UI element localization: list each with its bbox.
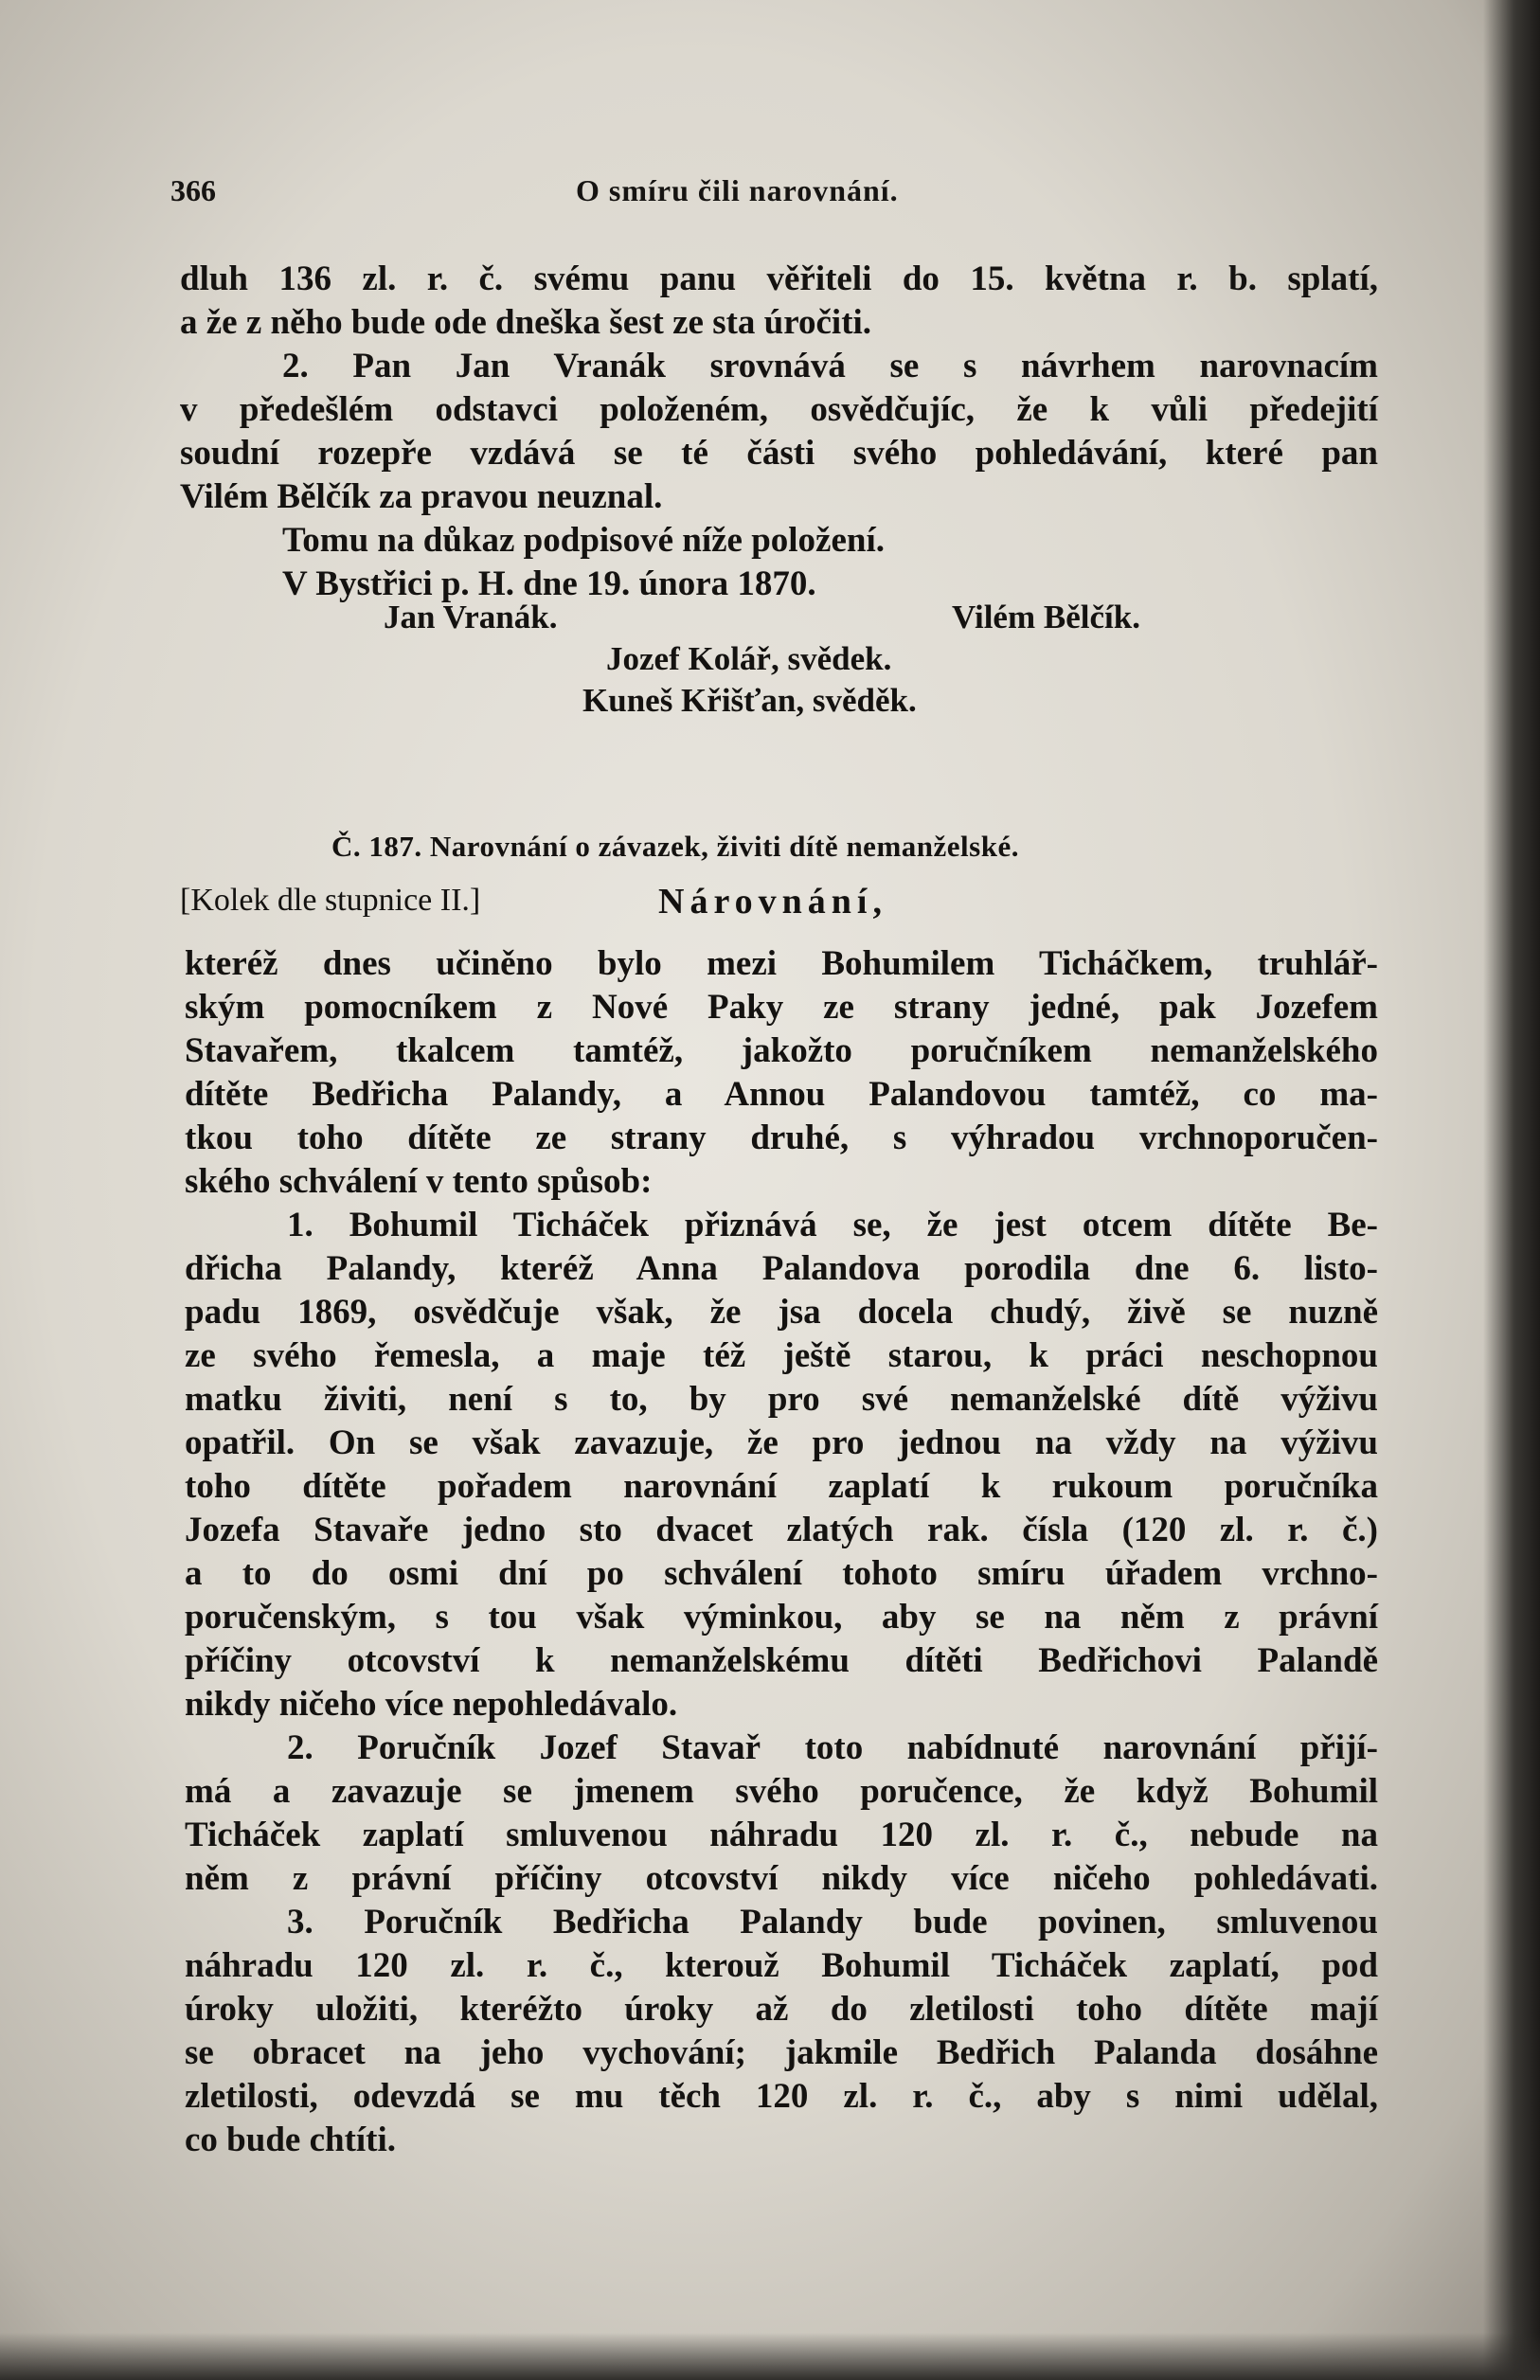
text-line: a to do osmi dní po schválení tohoto smíru úřadem vrchno- <box>185 1554 1378 1593</box>
signature-witness-kristan: Kuneš Křišťan, svěděk. <box>582 682 917 719</box>
text-line: co bude chtíti. <box>185 2121 397 2159</box>
text-line: padu 1869, osvědčuje však, že jsa docela chudý, živě se nuzně <box>185 1293 1378 1332</box>
text-line: náhradu 120 zl. r. č., kterouž Bohumil Ticháček zaplatí, pod <box>185 1946 1378 1985</box>
text-line: 2. Poručník Jozef Stavař toto nabídnuté narovnání přijí- <box>287 1728 1378 1767</box>
text-line: poručenským, s tou však výminkou, aby se na něm z právní <box>185 1598 1378 1637</box>
text-line: a že z něho bude ode dneška šest ze sta úročiti. <box>180 303 872 342</box>
text-line: dluh 136 zl. r. č. svému panu věřiteli do 15. května r. b. splatí, <box>180 259 1378 298</box>
text-line: 3. Poručník Bedřicha Palandy bude povinen, smluvenou <box>287 1903 1378 1942</box>
text-line: kteréž dnes učiněno bylo mezi Bohumilem Ticháčkem, truhlář- <box>185 944 1378 983</box>
page-header <box>170 173 1364 221</box>
signature-belcik: Vilém Bělčík. <box>952 599 1140 635</box>
text-line: něm z právní příčiny otcovství nikdy více ničeho pohledávati. <box>185 1859 1378 1898</box>
text-line: úroky uložiti, kteréžto úroky až do zletilosti toho dítěte mají <box>185 1990 1378 2029</box>
document-heading: Nárovnání, <box>658 882 887 922</box>
text-line: Ticháček zaplatí smluvenou náhradu 120 zl. r. č., nebude na <box>185 1816 1378 1854</box>
text-line: ského schválení v tento spůsob: <box>185 1162 653 1201</box>
page-number: 366 <box>170 173 216 207</box>
text-line: matku živiti, není s to, by pro své nemanželské dítě výživu <box>185 1380 1378 1419</box>
section-title: Č. 187. Narovnání o závazek, živiti dítě nemanželské. <box>331 830 1019 863</box>
text-line: opatřil. On se však zavazuje, že pro jednou na vždy na výživu <box>185 1423 1378 1462</box>
text-line: Stavařem, tkalcem tamtéž, jakožto poručníkem nemanželského <box>185 1031 1378 1070</box>
text-line: V Bystřici p. H. dne 19. února 1870. <box>282 564 816 603</box>
signature-witness-kolar: Jozef Kolář, svědek. <box>606 640 892 677</box>
text-line: Tomu na důkaz podpisové níže položení. <box>282 521 886 560</box>
stamp-note: [Kolek dle stupnice II.] <box>180 883 481 918</box>
text-line: má a zavazuje se jmenem svého poručence, že když Bohumil <box>185 1772 1378 1811</box>
text-line: ze svého řemesla, a maje též ještě starou, k práci neschopnou <box>185 1336 1378 1375</box>
text-block-1 <box>180 258 1378 606</box>
text-line: 2. Pan Jan Vranák srovnává se s návrhem narovnacím <box>282 347 1378 385</box>
text-line: tkou toho dítěte ze strany druhé, s výhradou vrchnoporučen- <box>185 1118 1378 1157</box>
running-title: O smíru čili narovnání. <box>576 173 899 207</box>
text-line: v předešlém odstavci položeném, osvědčujíc, že k vůli předejití <box>180 390 1378 429</box>
page-bottom-shadow <box>0 2333 1540 2380</box>
text-line: dřicha Palandy, kteréž Anna Palandova porodila dne 6. listo- <box>185 1249 1378 1288</box>
text-block-2 <box>185 942 1378 2162</box>
text-line: ským pomocníkem z Nové Paky ze strany jedné, pak Jozefem <box>185 988 1378 1027</box>
text-line: příčiny otcovství k nemanželskému dítěti Bedřichovi Palandě <box>185 1641 1378 1680</box>
text-line: nikdy ničeho více nepohledávalo. <box>185 1685 678 1724</box>
text-line: dítěte Bedřicha Palandy, a Annou Palandovou tamtéž, co ma- <box>185 1075 1378 1114</box>
text-line: soudní rozepře vzdává se té části svého pohledávání, které pan <box>180 434 1378 473</box>
text-line: Jozefa Stavaře jedno sto dvacet zlatých rak. čísla (120 zl. r. č.) <box>185 1511 1378 1549</box>
text-line: toho dítěte pořadem narovnání zaplatí k rukoum poručníka <box>185 1467 1378 1506</box>
text-line: 1. Bohumil Ticháček přiznává se, že jest otcem dítěte Be- <box>287 1206 1378 1244</box>
signature-vranak: Jan Vranák. <box>384 599 558 635</box>
text-line: zletilosti, odevzdá se mu těch 120 zl. r. č., aby s nimi udělal, <box>185 2077 1378 2116</box>
page-edge-shadow <box>1483 0 1540 2380</box>
text-line: Vilém Bělčík za pravou neuznal. <box>180 477 663 516</box>
text-line: se obracet na jeho vychování; jakmile Bedřich Palanda dosáhne <box>185 2033 1378 2072</box>
